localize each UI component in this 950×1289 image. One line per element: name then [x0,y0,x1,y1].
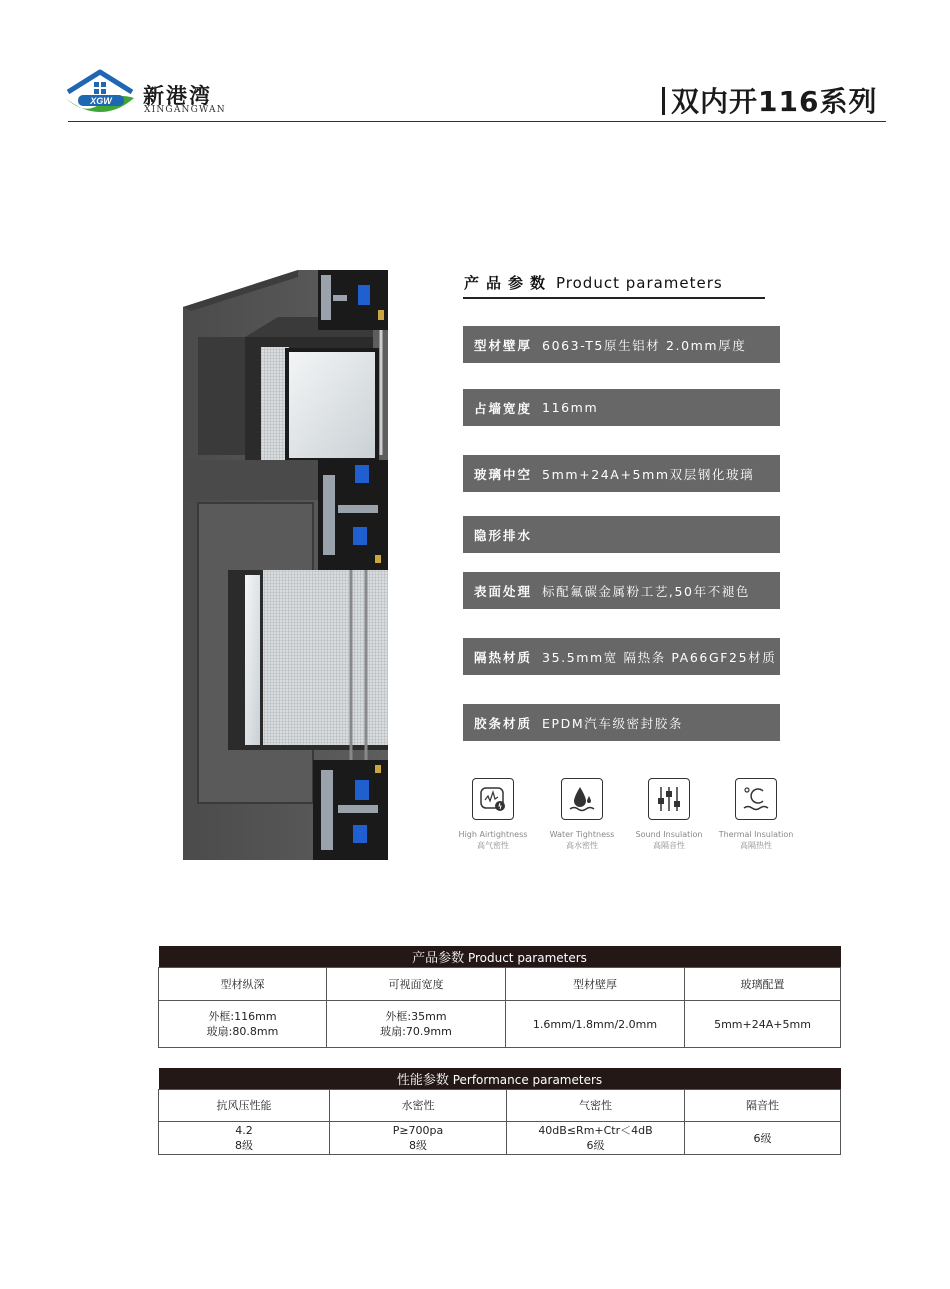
param-key: 隔热材质 [474,649,533,665]
feature-water-tightness [540,778,624,851]
table-caption [159,1068,841,1090]
brand-logo [64,68,136,118]
param-bar-drainage [463,516,780,553]
cell-line: 外框:35mm [385,1010,447,1023]
cell-line: 外框:116mm [208,1010,277,1023]
param-bar-insulation [463,638,780,675]
column-header: 可视面宽度 [327,968,506,1001]
param-value: 5mm+24A+5mm双层钢化玻璃 [542,466,755,482]
table-cell [330,1122,507,1155]
caption-en: Performance parameters [452,1073,603,1087]
feature-cn: 高水密性 [566,841,598,850]
column-header: 水密性 [330,1090,507,1122]
product-params-table [158,946,841,1048]
feature-en: High Airtightness [458,830,528,839]
cell-line: 8级 [409,1139,427,1152]
column-header: 抗风压性能 [159,1090,330,1122]
column-header: 气密性 [507,1090,685,1122]
param-key: 胶条材质 [474,715,533,731]
brand-name-en: XINGANGWAN [144,105,226,115]
table-cell [327,1001,506,1048]
param-bar-surface [463,572,780,609]
table-header-row [159,968,841,1001]
params-title-cn: 产品参数 [464,274,553,292]
param-value: 标配氟碳金属粉工艺,50年不褪色 [542,583,750,599]
param-key: 玻璃中空 [474,466,533,482]
param-key: 型材壁厚 [474,337,533,353]
feature-thermal-insulation [714,778,798,851]
param-bar-wall-thickness [463,326,780,363]
cell-line: 玻扇:80.8mm [206,1025,279,1038]
param-value: 116mm [542,400,599,415]
column-header: 玻璃配置 [685,968,841,1001]
series-title [662,80,877,120]
table-row [159,1001,841,1048]
column-header: 型材壁厚 [506,968,685,1001]
cell-line: 6级 [753,1131,772,1145]
cell-line: 6级 [586,1139,605,1152]
column-header: 型材纵深 [159,968,327,1001]
param-key: 隐形排水 [474,527,533,543]
feature-en: Water Tightness [549,830,615,839]
table-caption [159,946,841,968]
cell-line: 1.6mm/1.8mm/2.0mm [532,1017,658,1031]
table-row [159,1122,841,1155]
table-header-row [159,1090,841,1122]
table-cell [159,1001,327,1048]
params-title [464,272,723,293]
param-bar-glass [463,455,780,492]
param-value: 35.5mm宽 隔热条 PA66GF25材质 [542,649,777,665]
sound-sliders-icon [648,778,690,820]
param-bar-seal [463,704,780,741]
performance-params-table [158,1068,841,1155]
house-logo-icon [64,68,136,118]
column-header: 隔音性 [685,1090,841,1122]
param-value: EPDM汽车级密封胶条 [542,715,683,731]
feature-sound-insulation [627,778,711,851]
feature-cn: 高隔热性 [740,841,772,850]
table-cell [685,1122,841,1155]
caption-en: Product parameters [467,951,587,965]
water-drop-icon [561,778,603,820]
param-key: 表面处理 [474,583,533,599]
table-cell [159,1122,330,1155]
caption-cn: 产品参数 [412,951,465,966]
feature-cn: 高气密性 [477,841,509,850]
table-cell [507,1122,685,1155]
logo-text: XGW [90,96,112,106]
params-title-en: Product parameters [556,274,723,292]
cell-line: 玻扇:70.9mm [380,1025,452,1038]
feature-en: Sound Insulation [635,830,703,839]
cell-line: 40dB≤Rm+Ctr＜4dB [538,1124,653,1137]
table-cell [506,1001,685,1048]
window-section-illustration [183,265,408,865]
caption-cn: 性能参数 [396,1073,449,1088]
cell-line: 4.2 [235,1124,253,1137]
feature-en: Thermal Insulation [718,830,794,839]
param-bar-wall-width [463,389,780,426]
params-title-underline [463,297,765,299]
series-title-text: 双内开116系列 [671,85,878,118]
param-value: 6063-T5原生铝材 2.0mm厚度 [542,337,747,353]
param-key: 占墙宽度 [474,400,533,416]
window-profile-image [183,265,408,865]
cell-line: P≥700pa [392,1124,444,1137]
cell-line: 8级 [235,1139,253,1152]
airtightness-icon [472,778,514,820]
header-divider [68,121,886,122]
feature-cn: 高隔音性 [653,841,685,850]
cell-line: 5mm+24A+5mm [714,1017,811,1031]
thermometer-icon [735,778,777,820]
brand-name-cn: 新港湾 [143,84,212,108]
feature-airtightness [451,778,535,851]
title-accent-bar [662,87,665,115]
table-cell [685,1001,841,1048]
